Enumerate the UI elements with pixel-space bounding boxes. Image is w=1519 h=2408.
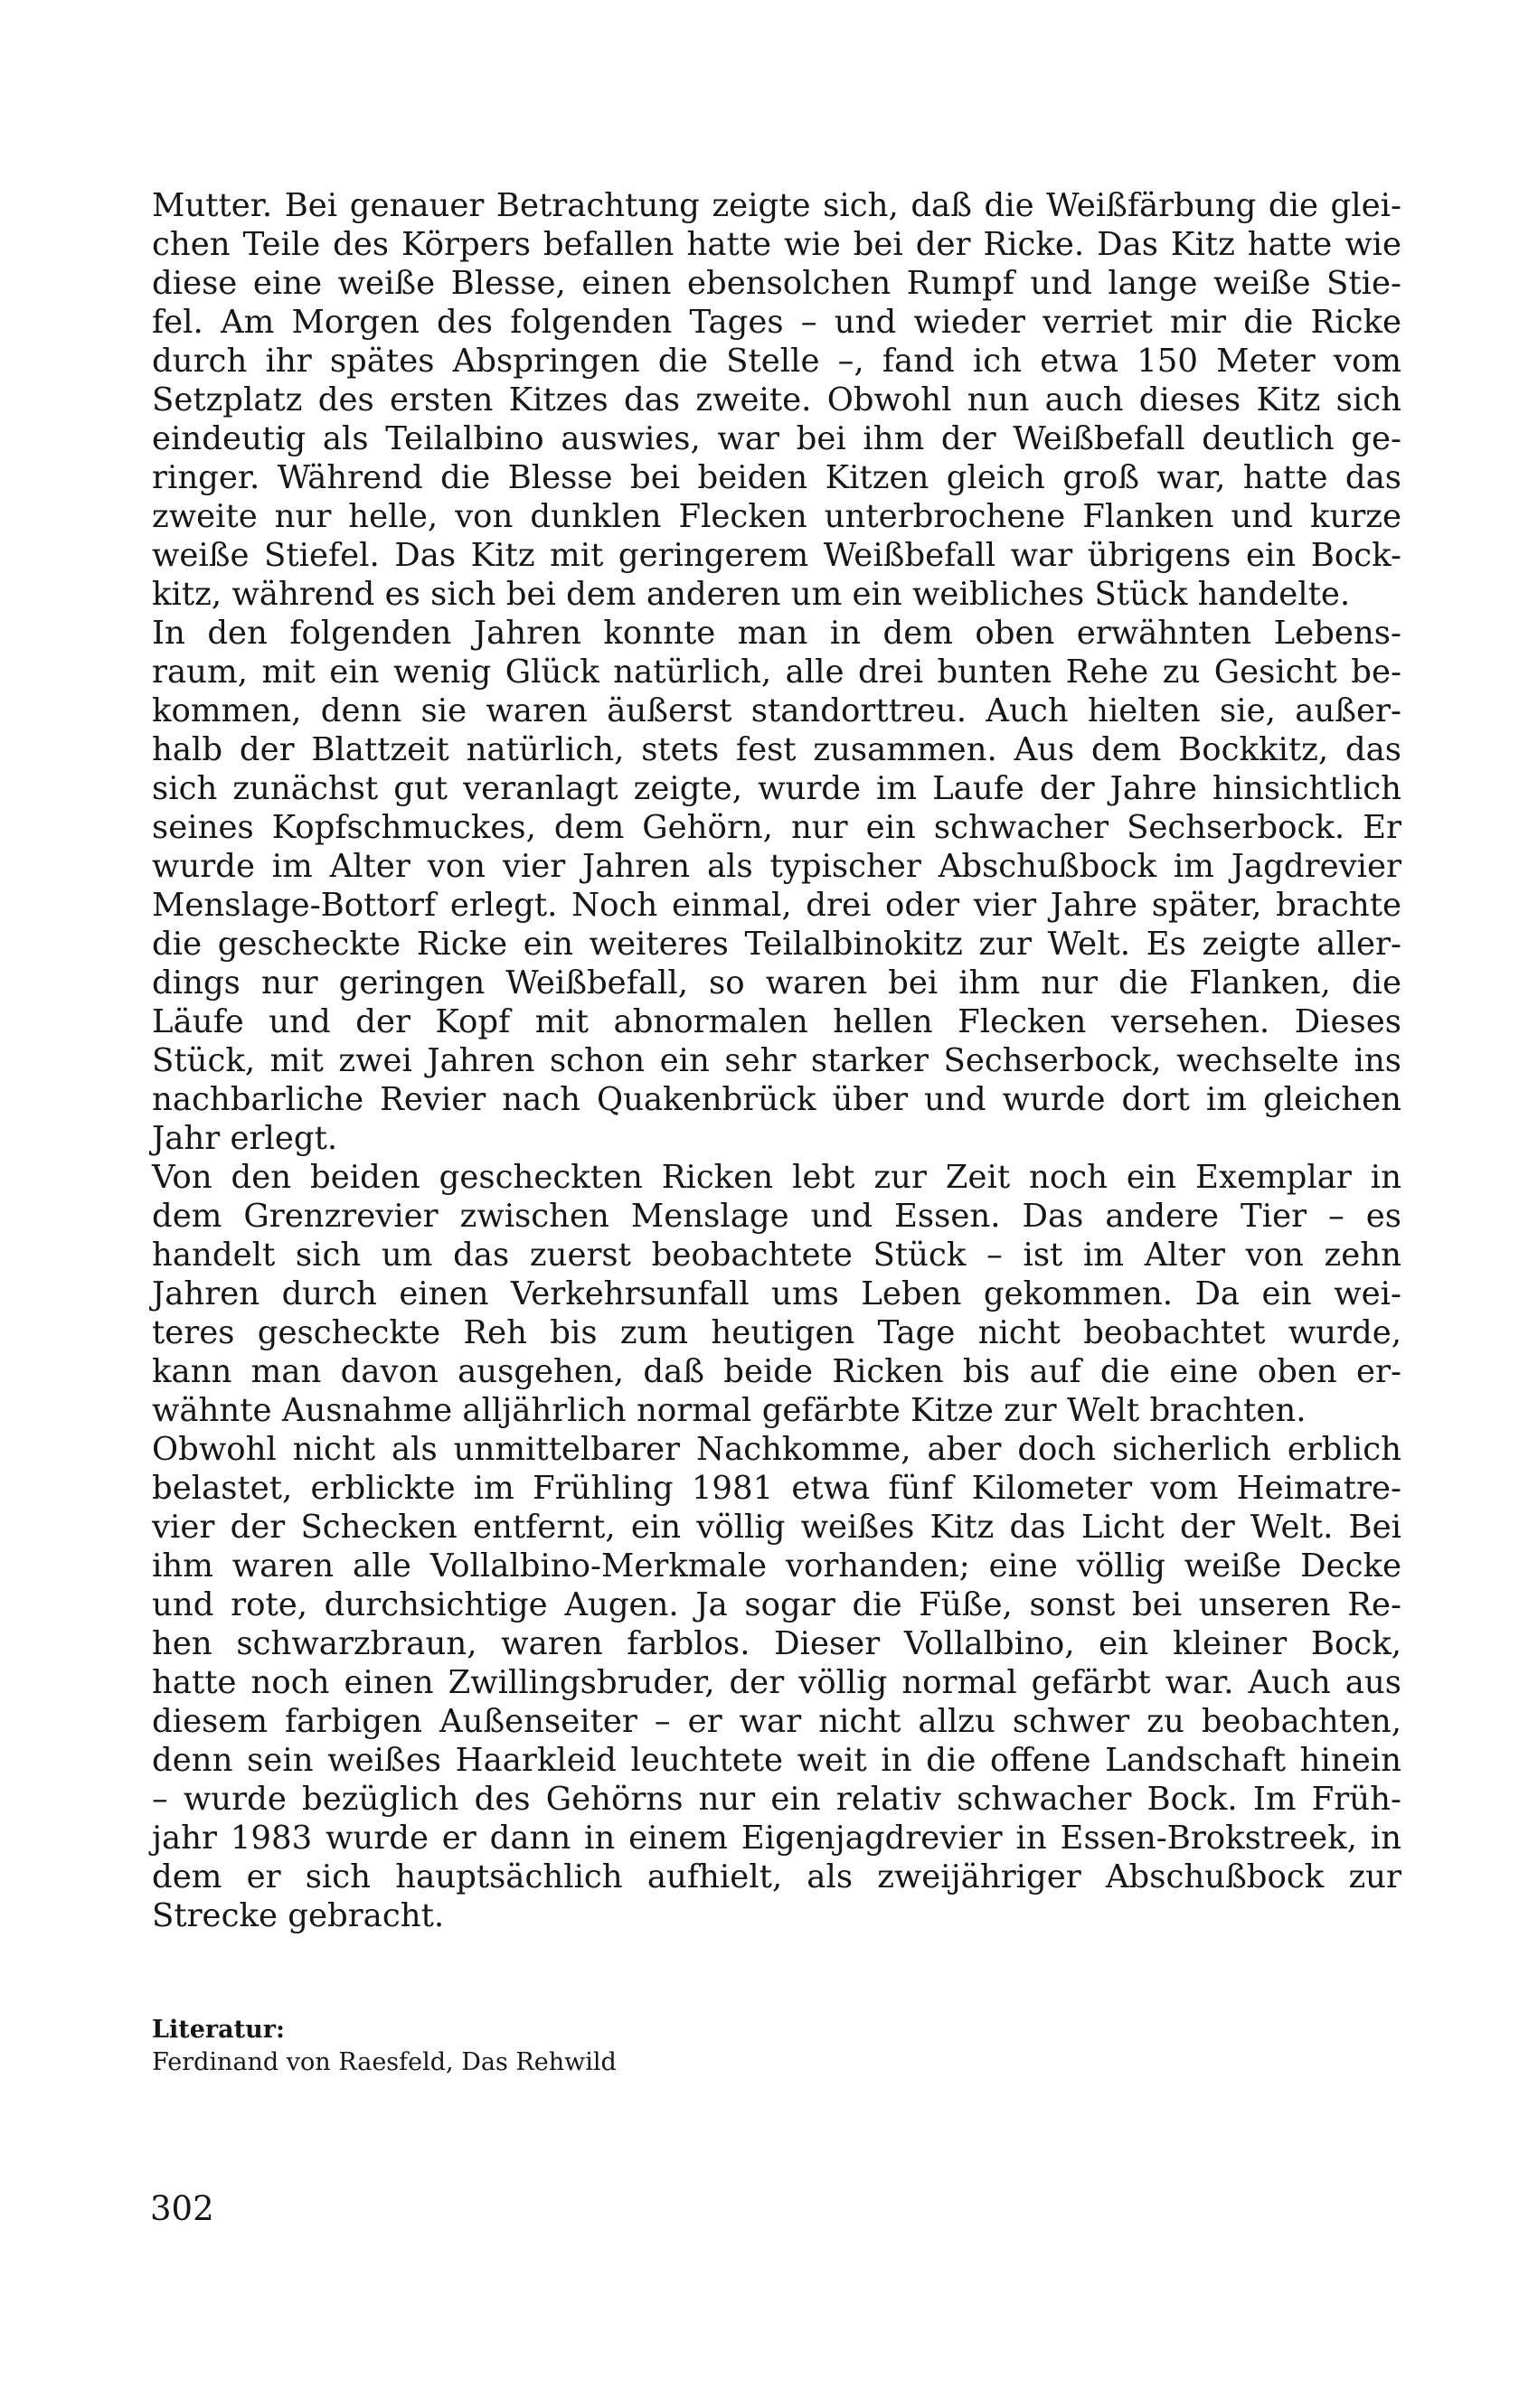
text-line: Jahren durch einen Verkehrsunfall ums Leben gekommen. Da ein wei- (152, 1275, 1401, 1312)
page-number: 302 (150, 2189, 214, 2228)
text-line: kitz, während es sich bei dem anderen um ein weibliches Stück handelte. (152, 576, 1351, 613)
text-line: halb der Blattzeit natürlich, stets fest zusammen. Aus dem Bockkitz, das (152, 731, 1401, 768)
text-line: weiße Stiefel. Das Kitz mit geringerem Weißbefall war übrigens ein Bock- (152, 537, 1401, 574)
text-line: vier der Schecken entfernt, ein völlig weißes Kitz das Licht der Welt. Bei (152, 1509, 1401, 1546)
text-line: raum, mit ein wenig Glück natürlich, alle drei bunten Rehe zu Gesicht be- (152, 654, 1401, 691)
text-line: handelt sich um das zuerst beobachtete Stück – ist im Alter von zehn (152, 1237, 1401, 1274)
text-line: kommen, denn sie waren äußerst standorttreu. Auch hielten sie, außer- (152, 692, 1401, 729)
text-line: hen schwarzbraun, waren farblos. Dieser Vollalbino, ein kleiner Bock, (152, 1625, 1401, 1662)
text-line: Setzplatz des ersten Kitzes das zweite. Obwohl nun auch dieses Kitz sich (152, 381, 1401, 419)
text-line: dings nur geringen Weißbefall, so waren bei ihm nur die Flanken, die (152, 964, 1401, 1002)
text-line: ihm waren alle Vollalbino-Merkmale vorhanden; eine völlig weiße Decke (152, 1547, 1401, 1585)
body-text (152, 186, 1401, 1935)
text-line: Obwohl nicht als unmittelbarer Nachkomme, aber doch sicherlich erblich (152, 1431, 1401, 1468)
text-line: Jahr erlegt. (152, 1120, 338, 1157)
text-line: Strecke gebracht. (152, 1897, 445, 1934)
text-line: ringer. Während die Blesse bei beiden Kitzen gleich groß war, hatte das (152, 459, 1401, 496)
literature-entry: Ferdinand von Raesfeld, Das Rehwild (152, 2048, 617, 2076)
text-line: chen Teile des Körpers befallen hatte wie bei der Ricke. Das Kitz hatte wie (152, 226, 1401, 263)
text-line: diesem farbigen Außenseiter – er war nicht allzu schwer zu beobachten, (152, 1703, 1401, 1740)
text-line: fel. Am Morgen des folgenden Tages – und wieder verriet mir die Ricke (152, 304, 1401, 341)
text-line: eindeutig als Teilalbino auswies, war bei ihm der Weißbefall deutlich ge- (152, 420, 1401, 457)
text-line: die gescheckte Ricke ein weiteres Teilalbinokitz zur Welt. Es zeigte aller- (152, 926, 1401, 963)
text-line: Stück, mit zwei Jahren schon ein sehr starker Sechserbock, wechselte ins (152, 1042, 1401, 1079)
text-line: sich zunächst gut veranlagt zeigte, wurde im Laufe der Jahre hinsichtlich (152, 770, 1401, 807)
text-line: hatte noch einen Zwillingsbruder, der völlig normal gefärbt war. Auch aus (152, 1664, 1401, 1701)
literature-section (152, 2014, 1056, 2079)
text-line: teres gescheckte Reh bis zum heutigen Tage nicht beobachtet wurde, (152, 1314, 1401, 1351)
text-line: dem Grenzrevier zwischen Menslage und Essen. Das andere Tier – es (152, 1198, 1401, 1235)
text-line: wähnte Ausnahme alljährlich normal gefärbte Kitze zur Welt brachten. (152, 1392, 1307, 1429)
text-line: und rote, durchsichtige Augen. Ja sogar die Füße, sonst bei unseren Re- (152, 1586, 1401, 1623)
text-line: – wurde bezüglich des Gehörns nur ein relativ schwacher Bock. Im Früh- (152, 1781, 1401, 1818)
text-line: belastet, erblickte im Frühling 1981 etwa fünf Kilometer vom Heimatre- (152, 1470, 1401, 1507)
text-line: nachbarliche Revier nach Quakenbrück über und wurde dort im gleichen (152, 1081, 1401, 1118)
text-line: Läufe und der Kopf mit abnormalen hellen Flecken versehen. Dieses (152, 1003, 1401, 1040)
text-line: zweite nur helle, von dunklen Flecken unterbrochene Flanken und kurze (152, 498, 1401, 535)
literature-heading: Literatur: (152, 2016, 285, 2044)
text-line: durch ihr spätes Abspringen die Stelle –, fand ich etwa 150 Meter vom (152, 343, 1401, 380)
text-line: dem er sich hauptsächlich aufhielt, als zweijähriger Abschußbock zur (152, 1858, 1401, 1895)
text-line: Menslage-Bottorf erlegt. Noch einmal, drei oder vier Jahre später, brachte (152, 887, 1401, 924)
text-line: wurde im Alter von vier Jahren als typischer Abschußbock im Jagdrevier (152, 848, 1401, 885)
text-line: denn sein weißes Haarkleid leuchtete weit in die offene Landschaft hinein (152, 1742, 1401, 1779)
text-line: kann man davon ausgehen, daß beide Ricken bis auf die eine oben er- (152, 1353, 1401, 1390)
text-line: diese eine weiße Blesse, einen ebensolchen Rumpf und lange weiße Stie- (152, 265, 1401, 302)
text-line: Von den beiden gescheckten Ricken lebt zur Zeit noch ein Exemplar in (152, 1159, 1401, 1196)
text-line: seines Kopfschmuckes, dem Gehörn, nur ein schwacher Sechserbock. Er (152, 809, 1401, 846)
text-line: jahr 1983 wurde er dann in einem Eigenjagdrevier in Essen-Brokstreek, in (152, 1820, 1401, 1857)
text-line: Mutter. Bei genauer Betrachtung zeigte sich, daß die Weißfärbung die glei- (152, 187, 1401, 224)
text-line: In den folgenden Jahren konnte man in dem oben erwähnten Lebens- (152, 615, 1401, 652)
